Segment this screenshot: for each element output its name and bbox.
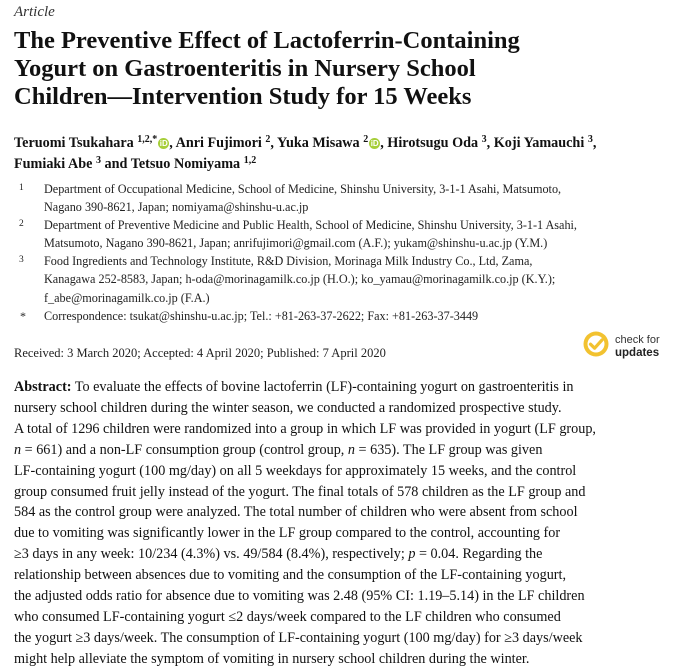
author — [277, 135, 380, 151]
badge-text-line2: updates — [615, 347, 660, 359]
abstract-line: might help alleviate the symptom of vomiting in nursery school children during the winter. — [14, 650, 530, 667]
abstract-label: Abstract: — [14, 379, 72, 395]
affiliation-item — [14, 216, 674, 252]
affiliation-item — [14, 180, 674, 216]
author-affil-sup: 3 — [587, 134, 593, 145]
affiliation-text — [44, 216, 674, 252]
affiliation-mark: * — [20, 308, 26, 323]
author — [131, 156, 256, 172]
abstract-line: due to vomiting was significantly lower in the LF group compared to the control, accounting for — [14, 525, 561, 542]
check-for-updates-badge[interactable] — [583, 331, 668, 365]
affiliation-mark: 1 — [19, 183, 24, 193]
author-affil-sup: 2 — [363, 134, 369, 145]
affiliation-line: Nagano 390-8621, Japan; nomiyama@shinshu-u.ac.jp — [44, 200, 309, 215]
paper-title — [14, 27, 664, 111]
article-type: Article — [14, 4, 55, 20]
abstract-line: A total of 1296 children were randomized into a group in which LF was provided in yogurt (LF group, — [14, 420, 596, 437]
affiliation-text — [44, 307, 674, 325]
author-affil-sup: 1,2,* — [137, 134, 158, 145]
abstract-line: n = 661) and a non-LF consumption group (control group, n = 635). The LF group was given — [14, 441, 543, 458]
author-name: Anri Fujimori — [175, 135, 262, 151]
author-name: Yuka Misawa — [277, 135, 360, 151]
affiliations — [14, 180, 674, 325]
author-name: Hirotsugu Oda — [387, 135, 479, 151]
affiliation-item — [14, 252, 674, 306]
author-affil-sup: 3 — [96, 155, 101, 166]
abstract-line: group consumed fruit jelly instead of the yogurt. The final totals of 578 children as the LF group and — [14, 483, 586, 500]
author — [14, 156, 101, 172]
affiliation-item — [14, 307, 674, 325]
author-name: Koji Yamauchi — [493, 135, 585, 151]
badge-text-line1: check for — [615, 334, 660, 346]
abstract-line: 584 as the control group were analyzed. The total number of children who were absent from school — [14, 504, 578, 521]
abstract — [14, 377, 669, 670]
author — [387, 135, 486, 151]
orcid-icon: iD — [370, 139, 379, 148]
affiliation-mark: 2 — [19, 219, 24, 230]
author-affil-sup: 2 — [265, 134, 271, 145]
title-line: The Preventive Effect of Lactoferrin-Containing — [14, 27, 520, 54]
affiliation-line: f_abe@morinagamilk.co.jp (F.A.) — [44, 290, 210, 305]
author-name: Fumiaki Abe — [14, 156, 93, 172]
abstract-line: ≥3 days in any week: 10/234 (4.3%) vs. 49/584 (8.4%), respectively; p = 0.04. Regarding the — [14, 546, 543, 563]
affiliation-line: Department of Preventive Medicine and Public Health, School of Medicine, Shinshu University, 3-1-1 Asahi, — [44, 218, 577, 233]
abstract-line: nursery school children during the winter season, we conducted a randomized prospective study. — [14, 399, 562, 416]
abstract-line: who consumed LF-containing yogurt ≤2 days/week compared to the LF children who consumed — [14, 608, 561, 625]
affiliation-line: Correspondence: tsukat@shinshu-u.ac.jp; Tel.: +81-263-37-2622; Fax: +81-263-37-3449 — [44, 308, 479, 323]
title-line: Yogurt on Gastroenteritis in Nursery School — [14, 55, 476, 82]
author — [176, 135, 271, 151]
abstract-line: Abstract: To evaluate the effects of bovine lactoferrin (LF)-containing yogurt on gastroenteritis in — [14, 379, 574, 395]
author — [494, 135, 593, 151]
author-affil-sup: 3 — [481, 134, 487, 145]
orcid-icon: iD — [159, 139, 168, 148]
title-line: Children—Intervention Study for 15 Weeks — [14, 83, 472, 110]
abstract-line: LF-containing yogurt (100 mg/day) on all 5 weekdays for approximately 15 weeks, and the control — [14, 462, 577, 479]
author-name: Tetsuo Nomiyama — [130, 156, 241, 172]
abstract-line: relationship between absences due to vomiting and the consumption of the LF-containing yogurt, — [14, 567, 567, 584]
author — [14, 135, 169, 151]
affiliation-line: Food Ingredients and Technology Institute, R&D Division, Morinaga Milk Industry Co., Ltd, Zama, — [44, 254, 533, 269]
affiliation-text — [44, 252, 674, 306]
affiliation-line: Kanagawa 252-8583, Japan; h-oda@morinagamilk.co.jp (H.O.); ko_yamau@morinagamilk.co.jp (K.Y.); — [44, 272, 556, 287]
abstract-line: the yogurt ≥3 days/week. The consumption of LF-containing yogurt (100 mg/day) for ≥3 days/week — [14, 629, 583, 646]
author-name: Teruomi Tsukahara — [14, 135, 134, 151]
abstract-line: the adjusted odds ratio for absence due to vomiting was 2.48 (95% CI: 1.19–5.14) in the LF children — [14, 588, 585, 605]
checkmark-icon — [583, 331, 609, 357]
author-affil-sup: 1,2 — [243, 155, 257, 166]
publication-dates: Received: 3 March 2020; Accepted: 4 April 2020; Published: 7 April 2020 — [14, 346, 386, 360]
affiliation-text — [44, 180, 674, 216]
affiliation-line: Department of Occupational Medicine, School of Medicine, Shinshu University, 3-1-1 Asahi, Matsumoto, — [44, 182, 562, 196]
affiliation-mark: 3 — [19, 255, 24, 266]
author-list: Teruomi Tsukahara $^{1,2,*}$ iD , Anri Fujimori $^2$, Yuka Misawa $^2$ iD , Hirotsugu Oda $^3$, Koji Yamauchi $^3$, Fumiaki Abe $^3$ and Tetsuo Nomiyama $^{1,2}$ — [14, 134, 597, 172]
affiliation-line: Matsumoto, Nagano 390-8621, Japan; anrifujimori@gmail.com (A.F.); yukam@shinshu-u.ac.jp (Y.M.) — [44, 236, 548, 251]
